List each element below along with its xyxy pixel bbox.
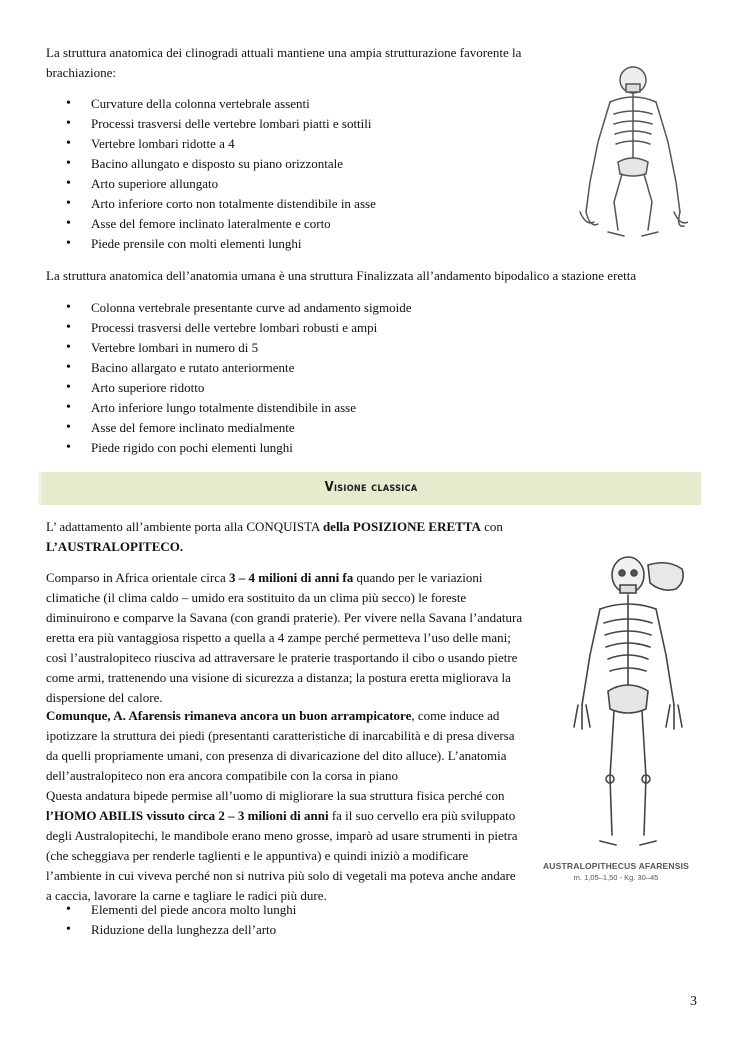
list-item: • Processi trasversi delle vertebre lombari robusti e ampi bbox=[46, 318, 412, 338]
umana-list bbox=[46, 298, 412, 458]
paragraph-australopiteco bbox=[46, 568, 524, 708]
ape-skeleton-image bbox=[578, 62, 688, 252]
bold-text: L’AUSTRALOPITECO. bbox=[46, 539, 184, 554]
paragraph-conquista bbox=[46, 517, 526, 557]
list-item: • Elementi del piede ancora molto lunghi bbox=[46, 900, 296, 920]
list-item: • Asse del femore inclinato medialmente bbox=[46, 418, 412, 438]
list-item: • Arto inferiore corto non totalmente distendibile in asse bbox=[46, 194, 376, 214]
text-span: Comparso in Africa orientale circa bbox=[46, 570, 230, 585]
text-span: fa il suo cervello era più sviluppato degli Australopitechi, le mandibole erano meno grosse, imparò ad usare strumenti in pietra (che scheggiava per renderle taglienti e le appuntiva) e quindi iniziò a modificare l’ambiente in cui viveva perché non si nutriva più solo di vegetali ma poteva anche andare a caccia, lavorare la carne e tagliare le radici più dure. bbox=[46, 808, 518, 903]
list-item: • Asse del femore inclinato lateralmente e corto bbox=[46, 214, 376, 234]
list-item: • Piede prensile con molti elementi lunghi bbox=[46, 234, 376, 254]
bold-text: l’HOMO ABILIS vissuto circa 2 – 3 milioni di anni bbox=[46, 808, 329, 823]
list-item: • Bacino allungato e disposto su piano orizzontale bbox=[46, 154, 376, 174]
text-span: con bbox=[480, 519, 503, 534]
list-item: • Arto inferiore lungo totalmente distendibile in asse bbox=[46, 398, 412, 418]
section-header-bar bbox=[38, 472, 701, 505]
intro-umana-paragraph: La struttura anatomica dell’anatomia umana è una struttura Finalizzata all’andamento bipodalico a stazione eretta bbox=[46, 268, 637, 283]
bold-text: 3 – 4 milioni di anni fa bbox=[229, 570, 354, 585]
list-item: • Bacino allargato e rutato anteriormente bbox=[46, 358, 412, 378]
figure-caption-name: AUSTRALOPITHECUS AFARENSIS bbox=[542, 861, 690, 871]
list-item: • Vertebre lombari in numero di 5 bbox=[46, 338, 412, 358]
section-title: Visione classica bbox=[324, 480, 418, 495]
list-item: • Vertebre lombari ridotte a 4 bbox=[46, 134, 376, 154]
text-span: quando per le variazioni climatiche (il clima caldo – umido era sostituito da un clima più secco) le foreste diminuirono e comparve la Savana (con grandi praterie). Per vivere nella Savana l’andatura eretta era più vantaggiosa rispetto a quella a 4 zampe perché permetteva l’uso delle mani; così l’australopiteco riusciva ad attraversare le praterie trasportando il cibo o usando pietre come armi, trattenendo una visione di sicurezza a distanza; la postura eretta migliorava la dispersione del calore. bbox=[46, 570, 523, 705]
australopithecus-skeleton-image bbox=[560, 545, 700, 857]
bold-text: della POSIZIONE ERETTA bbox=[322, 519, 481, 534]
list-item: • Piede rigido con pochi elementi lunghi bbox=[46, 438, 412, 458]
paragraph-afarensis bbox=[46, 706, 524, 906]
final-list bbox=[46, 900, 296, 940]
text-span: L’ adattamento all’ambiente porta alla CONQUISTA bbox=[46, 519, 323, 534]
list-item: • Curvature della colonna vertebrale assenti bbox=[46, 94, 376, 114]
list-item: • Processi trasversi delle vertebre lombari piatti e sottili bbox=[46, 114, 376, 134]
text-span: , come induce ad ipotizzare la struttura dei piedi (presentanti caratteristiche di inarcabilità e di presa diversa da quelli propriamente umani, con presenza di divaricazione del dito alluce). L’anatomia dell’australopiteco non era ancora compatibile con la corsa in piano bbox=[46, 708, 515, 783]
bold-text: Comunque, A. Afarensis rimaneva ancora un buon arrampicatore bbox=[46, 708, 412, 723]
clinogradi-list bbox=[46, 94, 376, 254]
text-span: Questa andatura bipede permise all’uomo di migliorare la sua struttura fisica perché con bbox=[46, 788, 505, 803]
list-item: • Arto superiore ridotto bbox=[46, 378, 412, 398]
list-item: • Riduzione della lunghezza dell’arto bbox=[46, 920, 296, 940]
figure-caption bbox=[536, 861, 696, 882]
list-item: • Arto superiore allungato bbox=[46, 174, 376, 194]
page-number: 3 bbox=[690, 994, 697, 1009]
figure-caption-measure: m. 1,05–1,50 - Kg. 30–45 bbox=[573, 873, 659, 882]
list-item: • Colonna vertebrale presentante curve ad andamento sigmoide bbox=[46, 298, 412, 318]
intro-clinogradi-paragraph: La struttura anatomica dei clinogradi attuali mantiene una ampia strutturazione favorente la brachiazione: bbox=[46, 45, 522, 80]
